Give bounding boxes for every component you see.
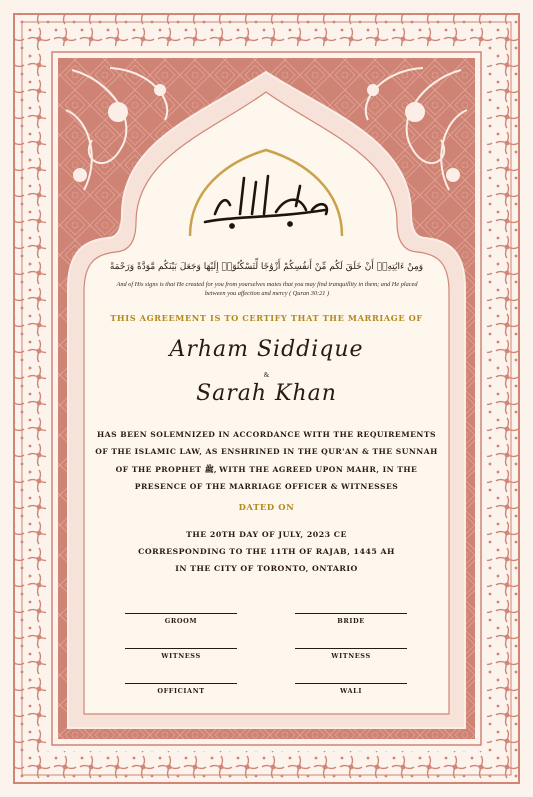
witness-right-signature-line[interactable]: [295, 648, 407, 649]
certify-heading: THIS AGREEMENT IS TO CERTIFY THAT THE MARRIAGE OF: [110, 313, 423, 323]
groom-signature-line[interactable]: [125, 613, 237, 614]
witness-left-signature-line[interactable]: [125, 648, 237, 649]
quran-verse-translation: And of His signs is that He created for you from yourselves mates that you may find tranquillity in them; and He placed between you affection and mercy ( Quran 30:21 ): [116, 281, 418, 297]
date-hijri: CORRESPONDING TO THE 11TH OF RAJAB, 1445 AH: [138, 547, 395, 556]
ampersand: &: [263, 371, 270, 379]
date-gregorian: THE 20TH DAY OF JULY, 2023 CE: [186, 530, 347, 539]
wali-label: WALI: [340, 687, 362, 695]
officiant-label: OFFICIANT: [157, 687, 205, 695]
solemnized-statement: HAS BEEN SOLEMNIZED IN ACCORDANCE WITH THE REQUIREMENTS OF THE ISLAMIC LAW, AS ENSHRINED IN THE QUR'AN & THE SUNNAH OF THE PROPHET ﷺ, WITH THE AGREED UPON MAHR, IN THE PRESENCE OF THE MARRIAGE OFFICER & WITNESSES: [95, 430, 438, 492]
quran-verse-arabic: وَمِنْ ءَايَٰتِهِۦٓ أَنْ خَلَقَ لَكُم مِّنْ أَنفُسِكُمْ أَزْوَٰجًا لِّتَسْكُنُوٓا۟ إِلَيْهَا وَجَعَلَ بَيْنَكُم مَّوَدَّةً وَرَحْمَةً: [109, 262, 424, 272]
wali-signature-line[interactable]: [295, 683, 407, 684]
witness-left-label: WITNESS: [161, 652, 201, 660]
dated-heading: DATED ON: [238, 502, 295, 512]
witness-right-label: WITNESS: [331, 652, 371, 660]
groom-label: GROOM: [164, 617, 198, 625]
bride-name: Sarah Khan: [196, 381, 337, 406]
officiant-signature-line[interactable]: [125, 683, 237, 684]
bride-label: BRIDE: [337, 617, 365, 625]
bride-signature-line[interactable]: [295, 613, 407, 614]
ceremony-location: IN THE CITY OF TORONTO, ONTARIO: [175, 564, 358, 573]
groom-name: Arham Siddique: [169, 337, 364, 362]
